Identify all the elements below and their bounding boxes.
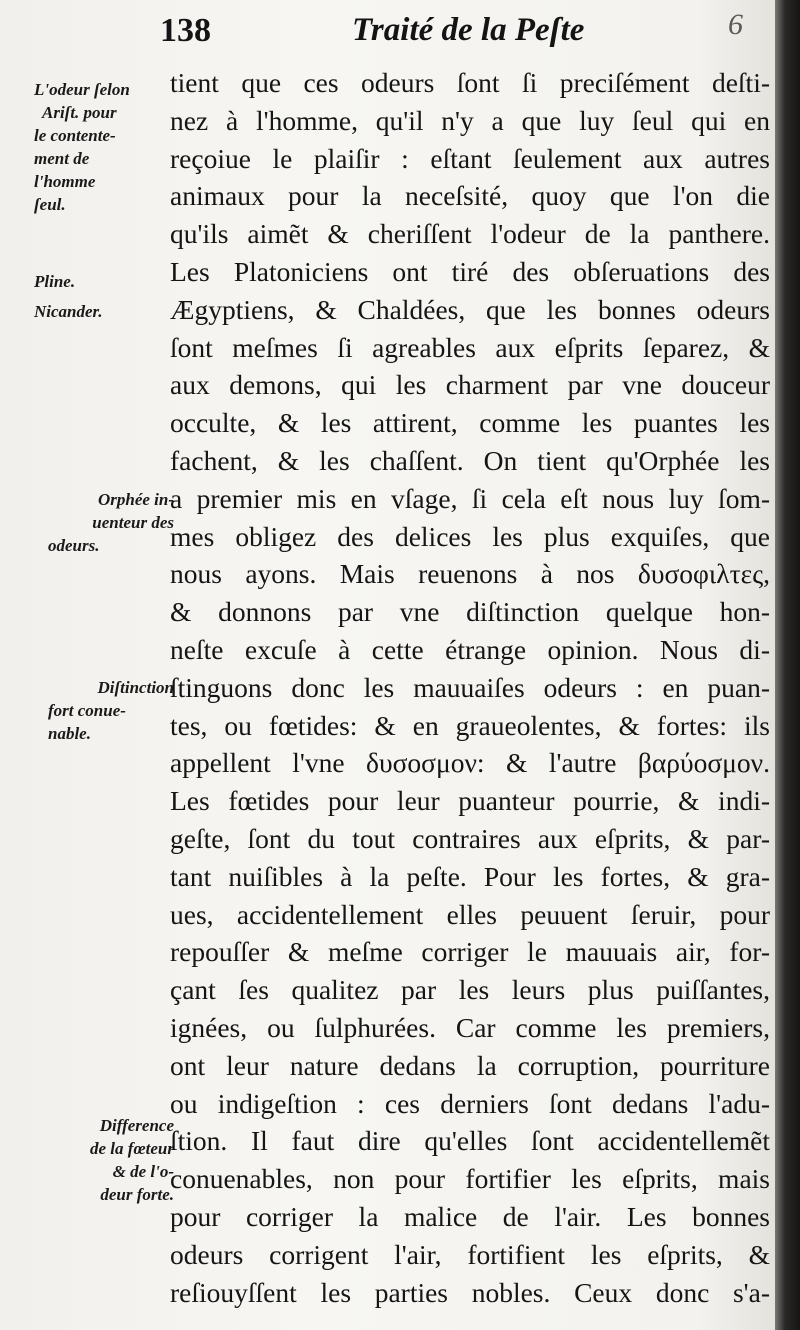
text-line: ſtion. Il faut dire qu'elles ſont accidentellemẽt — [170, 1125, 770, 1157]
text-line: neſte excuſe à cette étrange opinion. Nous di- — [170, 633, 770, 665]
margin-note-distinction — [20, 676, 174, 745]
margin-note-line: Pline. — [34, 272, 76, 291]
text-line: & donnons par vne diſtinction quelque hon- — [170, 596, 770, 628]
margin-note-nicander — [34, 300, 174, 323]
margin-note-line: Nicander. — [34, 302, 103, 321]
margin-note-line: de la fœteur — [89, 1139, 174, 1158]
text-line: reſiouyſſent les parties nobles. Ceux donc s'a- — [170, 1276, 770, 1308]
text-line: mes obligez des delices les plus exquiſes, que — [170, 520, 770, 552]
main-text-block — [170, 64, 770, 1311]
text-line: Les Platoniciens ont tiré des obſeruations des — [170, 255, 770, 287]
text-line: tant nuiſibles à la peſte. Pour les fortes, & gra- — [170, 860, 770, 892]
handwritten-mark: 6 — [728, 8, 743, 41]
margin-note-orphee — [20, 488, 174, 557]
book-binding-shadow — [775, 0, 800, 1330]
text-line: ſont meſmes ſi agreables aux eſprits ſeparez, & — [170, 331, 770, 363]
margin-note-line: Diſtinction — [97, 678, 174, 697]
margin-note-line: Difference — [99, 1116, 174, 1135]
margin-note-line: ſeul. — [34, 195, 66, 214]
text-line: pour corriger la malice de l'air. Les bonnes — [170, 1200, 770, 1232]
text-line: a premier mis en vſage, ſi cela eſt nous luy ſom- — [170, 482, 770, 514]
margin-note-line: fort conue- — [48, 701, 126, 720]
text-line: tient que ces odeurs ſont ſi preciſément deſti- — [170, 67, 770, 98]
margin-note-line: le contente- — [34, 126, 116, 145]
text-line: qu'ils aimẽt & cheriſſent l'odeur de la panthere. — [170, 218, 770, 250]
margin-note-line: L'odeur ſelon — [34, 80, 130, 99]
page-number: 138 — [160, 12, 211, 49]
text-line: ignées, ou ſulphurées. Car comme les premiers, — [170, 1011, 770, 1043]
text-line: ont leur nature dedans la corruption, pourriture — [170, 1049, 770, 1081]
margin-note-difference — [20, 1114, 174, 1206]
text-line: çant ſes qualitez par les leurs plus puiſſantes, — [170, 974, 770, 1006]
margin-note-line: Ariſt. pour — [42, 103, 117, 122]
text-line: ou indigeſtion : ces derniers ſont dedans l'adu- — [170, 1087, 770, 1119]
text-line: odeurs corrigent l'air, fortifient les eſprits, & — [170, 1238, 770, 1270]
text-line: appellent l'vne δυσοσμον: & l'autre βαρύοσμον. — [170, 747, 770, 779]
text-line: tes, ou fœtides: & en graueolentes, & fortes: ils — [170, 709, 770, 741]
margin-note-line: ment de — [34, 149, 90, 168]
running-title: Traité de la Peſte — [352, 12, 585, 48]
text-line: nez à l'homme, qu'il n'y a que luy ſeul qui en — [170, 104, 770, 136]
text-line: repouſſer & meſme corriger le mauuais air, for- — [170, 936, 770, 968]
margin-note-line: odeurs. — [48, 536, 100, 555]
margin-note-line: uenteur des — [92, 513, 174, 532]
text-line: aux demons, qui les charment par vne douceur — [170, 369, 770, 401]
margin-note-odeur-selon-arist — [34, 78, 174, 216]
margin-note-line: Orphée in- — [97, 490, 174, 509]
text-line: geſte, ſont du tout contraires aux eſprits, & par- — [170, 822, 770, 854]
text-line: occulte, & les attirent, comme les puantes les — [170, 407, 770, 439]
margin-note-line: & de l'o- — [112, 1162, 174, 1181]
text-line: Les fœtides pour leur puanteur pourrie, & indi- — [170, 785, 770, 817]
margin-note-line: l'homme — [34, 172, 96, 191]
page-header — [160, 8, 770, 58]
margin-note-line: deur forte. — [100, 1185, 174, 1204]
margin-note-line: nable. — [48, 724, 91, 743]
text-line: conuenables, non pour fortifier les eſprits, mais — [170, 1163, 770, 1195]
text-line: nous ayons. Mais reuenons à nos δυσοφιλτες, — [170, 558, 770, 590]
text-line: Ægyptiens, & Chaldées, que les bonnes odeurs — [170, 293, 770, 325]
text-line: ſtinguons donc les mauuaiſes odeurs : en puan- — [170, 671, 770, 703]
text-line: reçoiue le plaiſir : eſtant ſeulement aux autres — [170, 142, 770, 174]
text-line: animaux pour la neceſsité, quoy que l'on die — [170, 180, 770, 212]
margin-note-pline — [34, 270, 174, 293]
text-line: fachent, & les chaſſent. On tient qu'Orphée les — [170, 444, 770, 476]
text-line: ues, accidentellement elles peuuent ſeruir, pour — [170, 898, 770, 930]
